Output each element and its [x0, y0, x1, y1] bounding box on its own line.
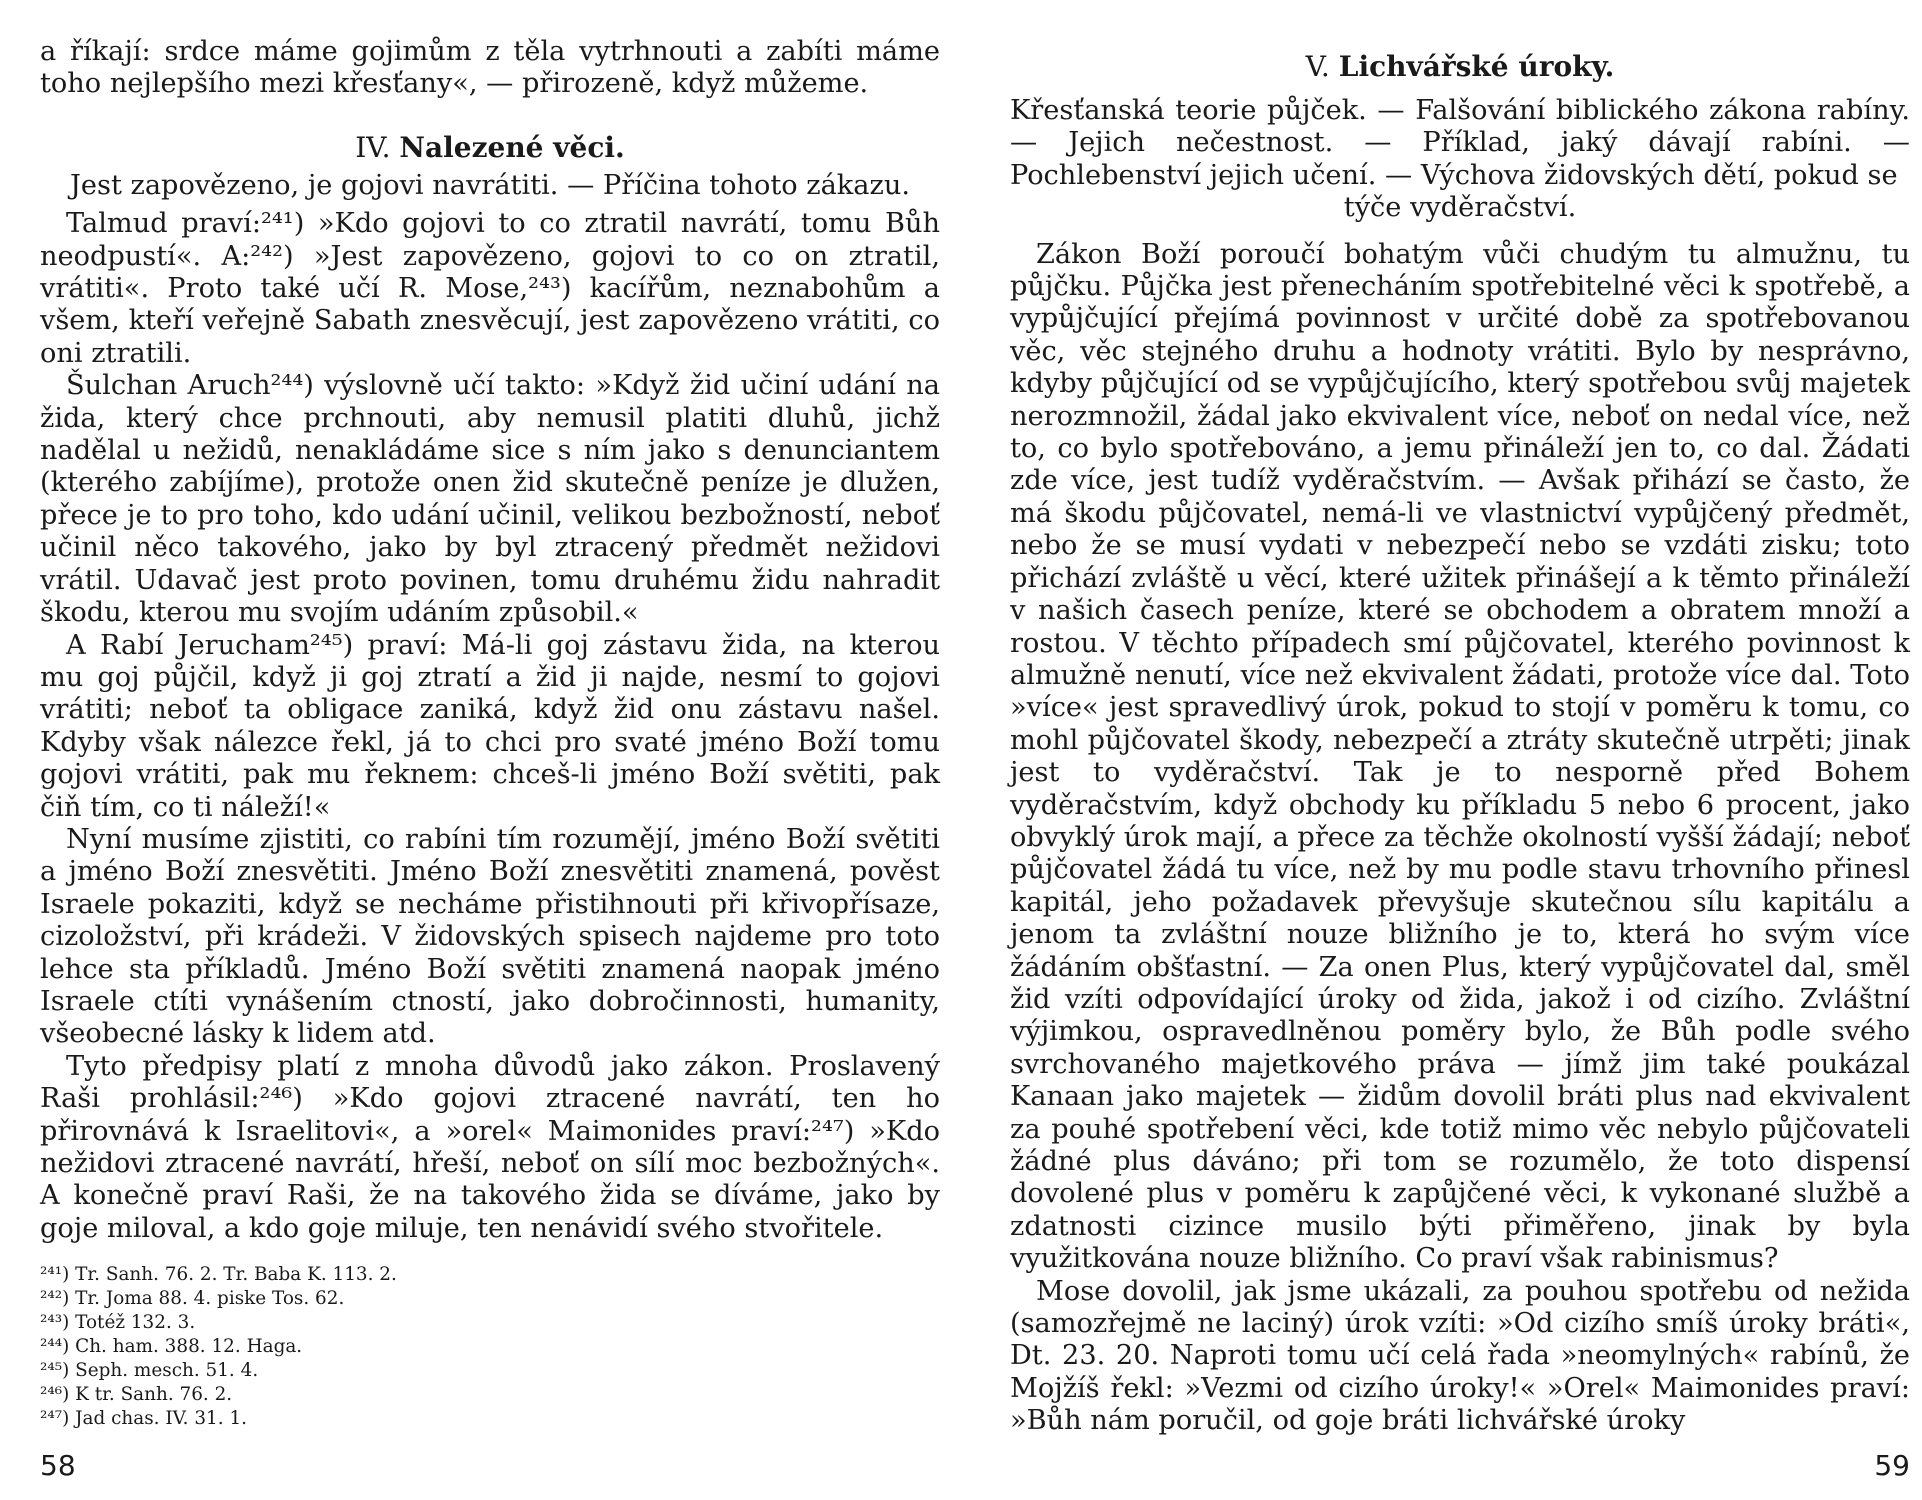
- footnotes: [40, 1263, 940, 1431]
- section-iv-body: [40, 208, 940, 1245]
- paragraph: Nyní musíme zjistiti, co rabíni tím rozumějí, jméno Boží světiti a jméno Boží znesvětiti. Jméno Boží znesvětiti znamená, pověst Israele pokaziti, když se necháme přistihnouti při křivopřísaze, cizoložství, při krádeži. V židovských spisech najdeme pro toto lehce sta příkladů. Jméno Boží světiti znamená naopak jméno Israele ctíti vynášením ctností, jako dobročinnosti, humanity, všeobecné lásky k lidem atd.: [40, 823, 940, 1050]
- paragraph: A Rabí Jerucham²⁴⁵) praví: Má-li goj zástavu žida, na kterou mu goj půjčil, když ji goj ztratí a žid ji najde, nesmí to gojovi vrátiti; neboť ta obligace zaniká, když žid onu zástavu našel. Kdyby však nálezce řekl, já to chci pro svaté jméno Boží tomu gojovi vrátiti, pak mu řeknem: chceš-li jméno Boží světiti, pak čiň tím, co ti náleží!«: [40, 629, 940, 823]
- footnote: ²⁴³) Totéž 132. 3.: [40, 1312, 196, 1334]
- section-v-summary-end: týče vyděračství.: [1343, 192, 1577, 224]
- section-v-title: Lichvářské úroky.: [1338, 50, 1615, 83]
- footnote: ²⁴⁵) Seph. mesch. 51. 4.: [40, 1360, 259, 1382]
- footnote: ²⁴⁷) Jad chas. IV. 31. 1.: [40, 1408, 247, 1430]
- page-number-right: 59: [1874, 1449, 1910, 1482]
- section-v-numeral: V.: [1305, 50, 1330, 83]
- continued-paragraph: a říkají: srdce máme gojimům z těla vytrhnouti a zabíti máme toho nejlepšího mezi křesťany«, — přirozeně, když můžeme.: [40, 36, 940, 100]
- paragraph: Talmud praví:²⁴¹) »Kdo gojovi to co ztratil navrátí, tomu Bůh neodpustí«. A:²⁴²) »Jest zapovězeno, gojovi to co on ztratil, vrátiti«. Proto také učí R. Mose,²⁴³) kacířům, neznabohům a všem, kteří veřejně Sabath znesvěcují, jest zapovězeno vrátiti, co oni ztratili.: [40, 208, 940, 369]
- page-number-left: 58: [40, 1449, 76, 1482]
- section-iv-heading: [40, 131, 940, 164]
- paragraph: Mose dovolil, jak jsme ukázali, za pouhou spotřebu od nežida (samozřejmě ne laciný) úrok vzíti: »Od cizího smíš úroky bráti«, Dt. 23. 20. Naproti tomu učí celá řada »neomylných« rabínů, že Mojžíš řekl: »Vezmi od cizího úroky!« »Orel« Maimonides praví: »Bůh nám poručil, od goje bráti lichvářské úroky: [1010, 1275, 1910, 1437]
- right-page: [1010, 0, 1910, 1500]
- paragraph: Šulchan Aruch²⁴⁴) výslovně učí takto: »Když žid učiní udání na žida, který chce prchnouti, aby nemusil platiti dluhů, jichž nadělal u nežidů, nenakládáme sice s ním jako s denunciantem (kterého zabíjíme), protože onen žid skutečně peníze je dlužen, přece je to pro toho, kdo udání učinil, velikou bezbožností, neboť učinil něco takového, jako by byl ztracený předmět nežidovi vrátil. Udavač jest proto povinen, tomu druhému židu nahradit škodu, kterou mu svojím udáním způsobil.«: [40, 370, 940, 629]
- footnote: ²⁴⁶) K tr. Sanh. 76. 2.: [40, 1384, 233, 1406]
- section-v-heading: [1010, 50, 1910, 83]
- footnote: ²⁴⁴) Ch. ham. 388. 12. Haga.: [40, 1336, 303, 1358]
- paragraph: Tyto předpisy platí z mnoha důvodů jako zákon. Proslavený Raši prohlásil:²⁴⁶) »Kdo gojovi ztracené navrátí, ten ho přirovnává k Israelitovi«, a »orel« Maimonides praví:²⁴⁷) »Kdo nežidovi ztracené navrátí, hřeší, neboť on sílí moc bezbožných«. A konečně praví Raši, že na takového žida se díváme, jako by goje miloval, a kdo goje miluje, ten nenávidí svého stvořitele.: [40, 1050, 940, 1244]
- section-v-summary: Křesťanská teorie půjček. — Falšování biblického zákona rabíny. — Jejich nečestnost. — Příklad, jaký dávají rabíni. — Pochlebenství jejich učení. — Výchova židovských dětí, pokud se: [1010, 95, 1910, 191]
- section-v-body: [1010, 239, 1910, 1438]
- section-iv-numeral: IV.: [355, 130, 391, 164]
- paragraph: Zákon Boží poroučí bohatým vůči chudým tu almužnu, tu půjčku. Půjčka jest přenecháním spotřebitelné věci k spotřebě, a vypůjčující přejímá povinnost v určité době za spotřebovanou věc, věc stejného druhu a hodnoty vrátiti. Bylo by nesprávno, kdyby půjčující od se vypůjčujícího, který spotřebou svůj majetek nerozmnožil, žádal jako ekvivalent více, neboť on nedal více, než to, co bylo spotřebováno, a jemu přináleží jen to, co dal. Žádati zde více, jest tudíž vyděračstvím. — Avšak přihází se často, že má škodu půjčovatel, nemá-li ve vlastnictví vypůjčený předmět, nebo že se musí vydati v nebezpečí nebo se vzdáti zisku; toto přichází zvláště u věcí, které užitek přinášejí a k těmto přináleží v našich časech peníze, které se obchodem a obratem množí a rostou. V těchto případech smí půjčovatel, kterého povinnost k almužně nenutí, více než ekvivalent žádati, protože více dal. Toto »více« jest spravedlivý úrok, pokud to stojí v poměru k tomu, co mohl půjčovatel škody, nebezpečí a ztráty skutečně utrpěti; jinak jest to vyděračství. Tak je to nesporně před Bohem vyděračstvím, když obchody ku příkladu 5 nebo 6 procent, jako obvyklý úrok mají, a přece za těchže okolností vyšší žádají; neboť půjčovatel žádá tu více, než by mu podle stavu trhovního přinesl kapitál, jeho požadavek převyšuje skutečnou sílu kapitálu a jenom ta zvláštní nouze bližního je to, která ho svým více žádáním obšťastní. — Za onen Plus, který vypůjčovatel dal, směl žid vzíti odpovídající úroky od žida, jakož i od cizího. Zvláštní výjimkou, ospravedlněnou poměry bylo, že Bůh podle svého svrchovaného majetkového práva — jímž jim také poukázal Kanaan jako majetek — židům dovolil bráti plus nad ekvivalent za pouhé spotřebení věci, kde totiž mimo věc nebylo půjčovateli žádné plus dáváno; při tom se rozumělo, že toto dispensí dovolené plus v poměru k zapůjčené věci, k vykonané službě a zdatnosti cizince musilo býti přiměřeno, jinak by byla využitkována nouze bližního. Co praví však rabinismus?: [1010, 238, 1910, 1275]
- section-iv-title: Nalezené věci.: [399, 130, 625, 164]
- footnote: ²⁴¹) Tr. Sanh. 76. 2. Tr. Baba K. 113. 2.: [40, 1264, 397, 1286]
- section-iv-summary: Jest zapovězeno, je gojovi navrátiti. — Příčina tohoto zákazu.: [70, 169, 910, 201]
- left-page: [40, 0, 940, 1500]
- footnote: ²⁴²) Tr. Joma 88. 4. piske Tos. 62.: [40, 1288, 345, 1310]
